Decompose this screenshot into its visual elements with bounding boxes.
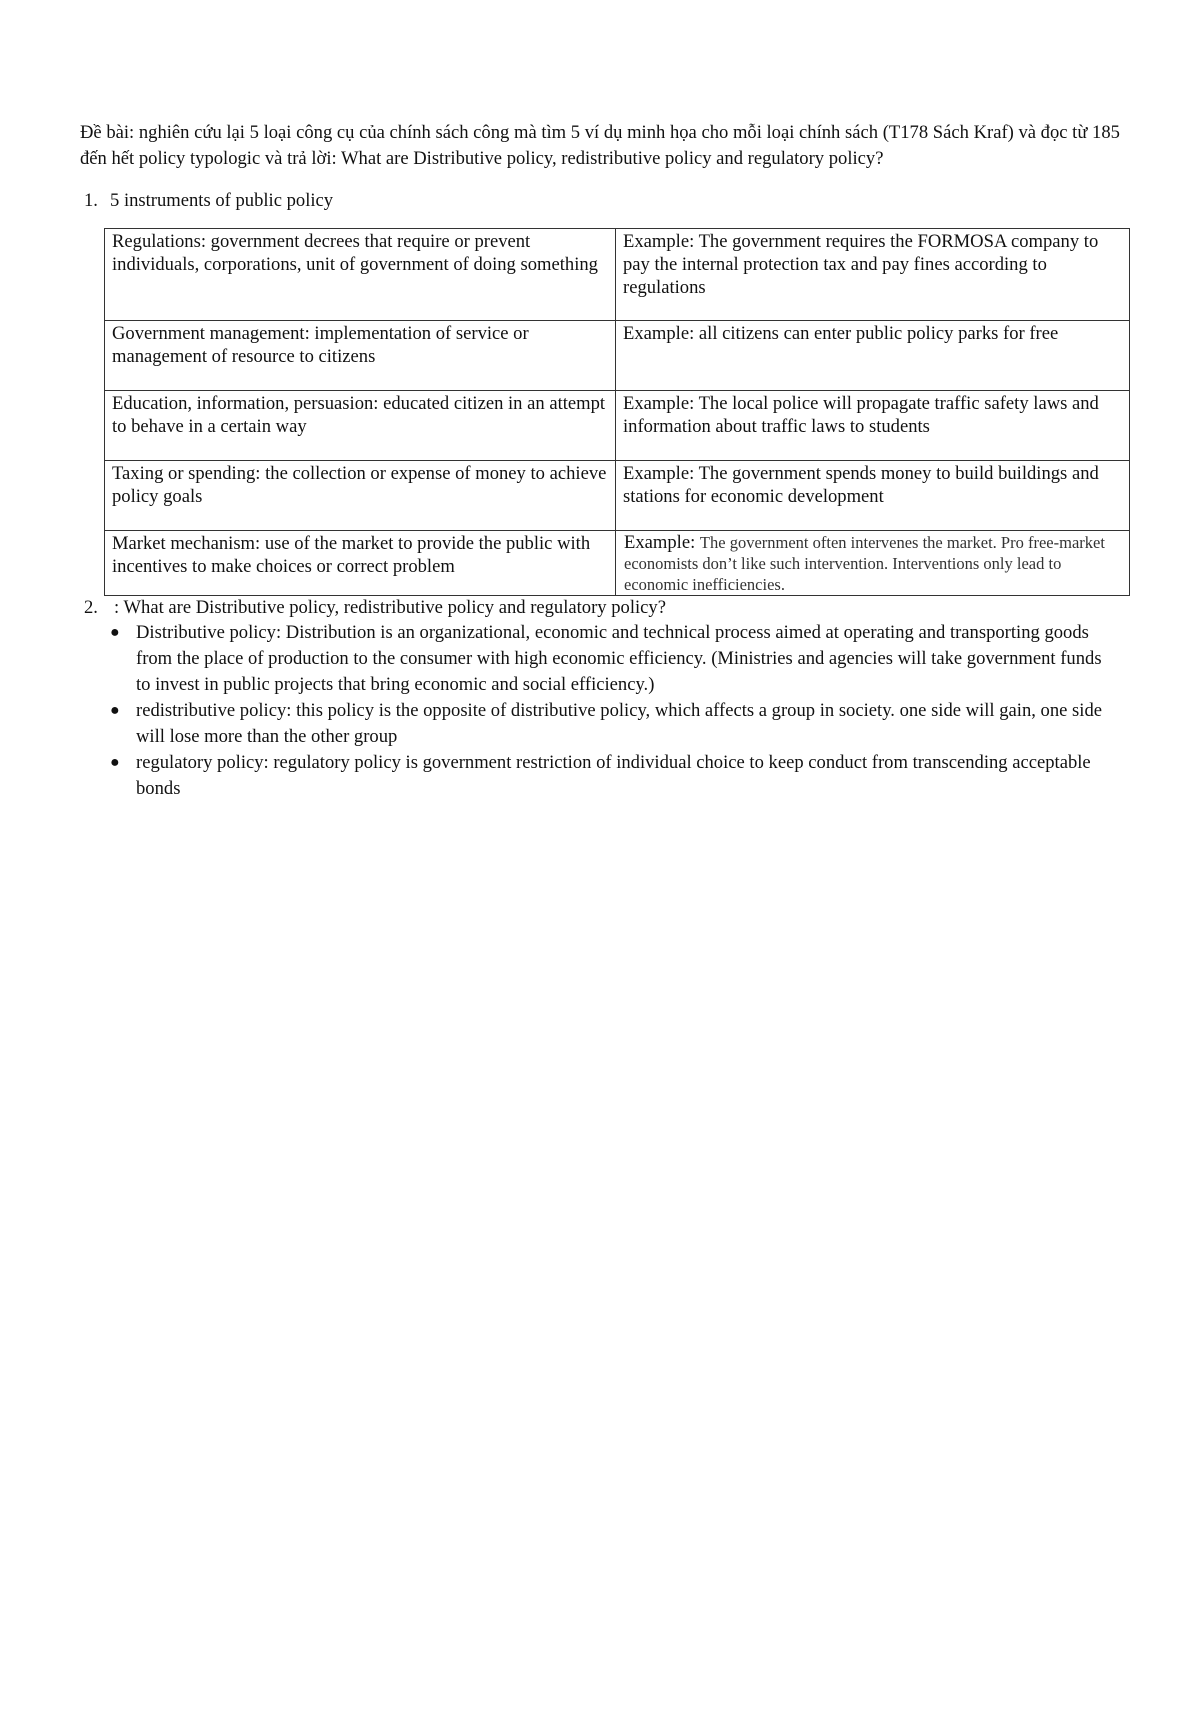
list-item [110, 620, 1111, 698]
assignment-prompt: Đề bài: nghiên cứu lại 5 loại công cụ của chính sách công mà tìm 5 ví dụ minh họa cho mỗi loại chính sách (T178 Sách Kraf) và đọc từ 185 đến hết policy typologic và trả lời: What are Distributive policy, redistributive policy and regulatory policy? [80, 122, 1120, 169]
list-item [110, 750, 1111, 802]
instruments-table [104, 228, 1130, 596]
instrument-cell: Taxing or spending: the collection or expense of money to achieve policy goals [105, 461, 616, 531]
list-item [110, 698, 1111, 750]
instrument-cell: Education, information, persuasion: educated citizen in an attempt to behave in a certain way [105, 391, 616, 461]
instrument-cell: Government management: implementation of service or management of resource to citizens [105, 321, 616, 391]
distributive-policy-text: Distributive policy: Distribution is an organizational, economic and technical process aimed at operating and transporting goods from the place of production to the consumer with high economic efficiency. (Ministries and agencies will take government funds to invest in public projects that bring economic and social efficiency.) [136, 622, 1102, 695]
example-text: The government often intervenes the market. Pro free-market economists don’t like such intervention. Interventions only lead to economic inefficiencies. [624, 533, 1105, 594]
bullet-icon: ● [110, 702, 120, 719]
example-cell: Example: all citizens can enter public policy parks for free [616, 321, 1130, 391]
table-row [105, 229, 1130, 321]
redistributive-policy-text: redistributive policy: this policy is the opposite of distributive policy, which affects a group in society. one side will gain, one side will lose more than the other group [136, 700, 1103, 747]
table-row [105, 391, 1130, 461]
bullet-icon: ● [110, 624, 120, 641]
section-1-heading [84, 188, 333, 214]
example-cell: Example: The local police will propagate traffic safety laws and information about traffic laws to students [616, 391, 1130, 461]
table-row [105, 461, 1130, 531]
bullet-icon: ● [110, 754, 120, 771]
section-2-number: 2. [84, 597, 98, 618]
instrument-cell: Market mechanism: use of the market to provide the public with incentives to make choices or correct problem [105, 531, 616, 596]
example-cell: Example: The government spends money to build buildings and stations for economic development [616, 461, 1130, 531]
example-cell: Example: The government requires the FORMOSA company to pay the internal protection tax and pay fines according to regulations [616, 229, 1130, 321]
instrument-cell: Regulations: government decrees that require or prevent individuals, corporations, unit of government of doing something [105, 229, 616, 321]
section-2-heading [84, 595, 666, 621]
section-2-title: : What are Distributive policy, redistributive policy and regulatory policy? [114, 597, 666, 618]
regulatory-policy-text: regulatory policy: regulatory policy is government restriction of individual choice to keep conduct from transcending acceptable bonds [136, 752, 1091, 799]
section-1-title: 5 instruments of public policy [110, 190, 334, 211]
table-row [105, 531, 1130, 596]
example-cell [616, 531, 1130, 596]
section-1-number: 1. [84, 190, 98, 211]
table-row [105, 321, 1130, 391]
example-label: Example: [624, 532, 696, 553]
policy-definitions-list [110, 620, 1111, 802]
